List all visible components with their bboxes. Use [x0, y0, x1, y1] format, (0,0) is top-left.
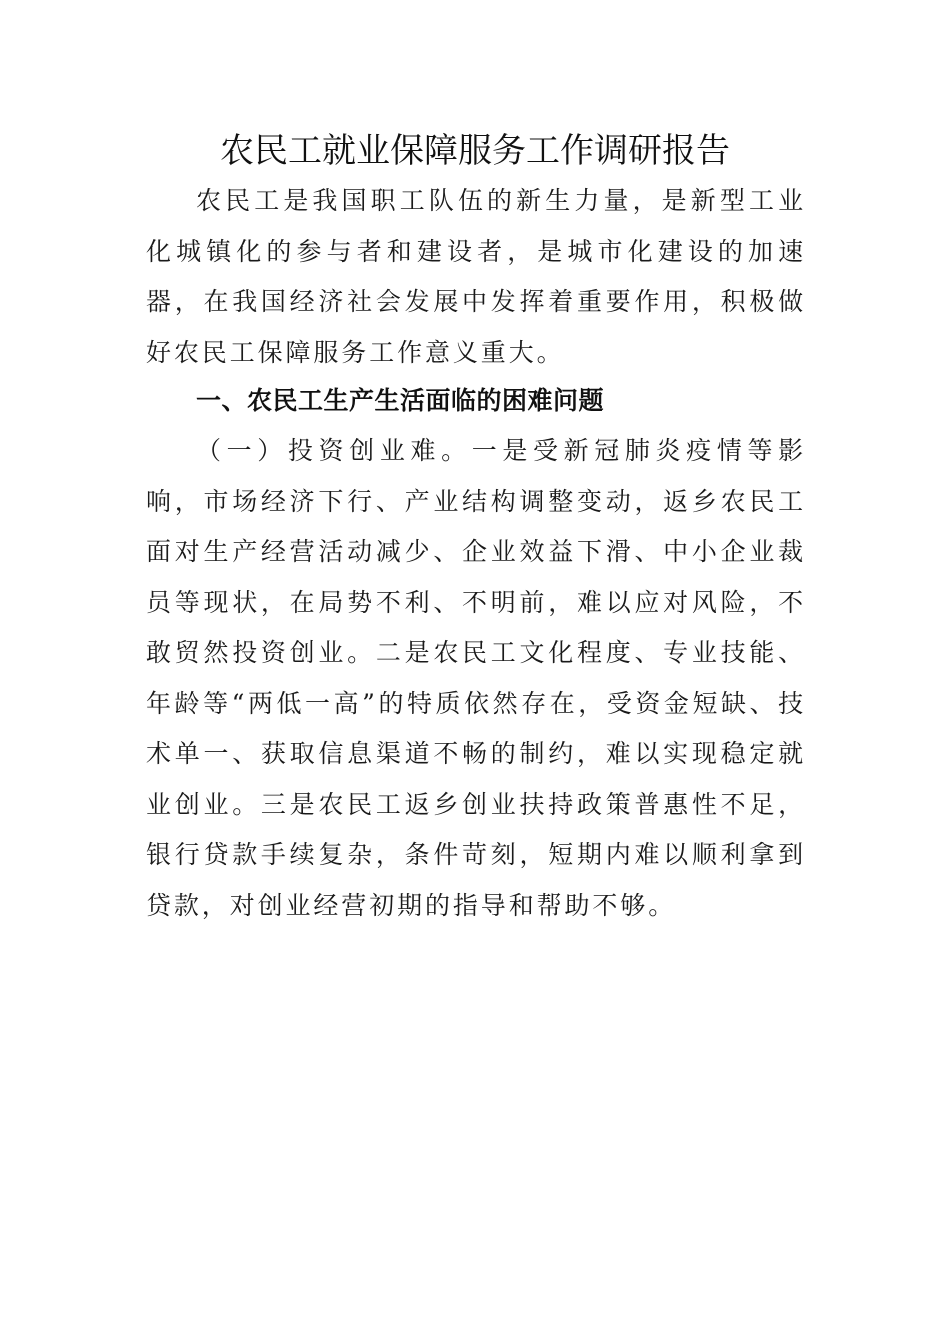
section-paragraph: （一）投资创业难。一是受新冠肺炎疫情等影响，市场经济下行、产业结构调整变动，返乡农民工面对生产经营活动减少、企业效益下滑、中小企业裁员等现状，在局势不利、不明前，难以应对风险，不敢贸然投资创业。二是农民工文化程度、专业技能、年龄等“两低一高”的特质依然存在，受资金短缺、技术单一、获取信息渠道不畅的制约，难以实现稳定就业创业。三是农民工返乡创业扶持政策普惠性不足，银行贷款手续复杂，条件苛刻，短期内难以顺利拿到贷款，对创业经营初期的指导和帮助不够。 — [146, 436, 806, 920]
intro-paragraph: 农民工是我国职工队伍的新生力量，是新型工业化城镇化的参与者和建设者，是城市化建设的加速器，在我国经济社会发展中发挥着重要作用，积极做好农民工保障服务工作意义重大。 — [146, 186, 806, 367]
section-heading: 一、农民工生产生活面临的困难问题 — [196, 386, 605, 415]
document-title: 农民工就业保障服务工作调研报告 — [220, 131, 730, 171]
